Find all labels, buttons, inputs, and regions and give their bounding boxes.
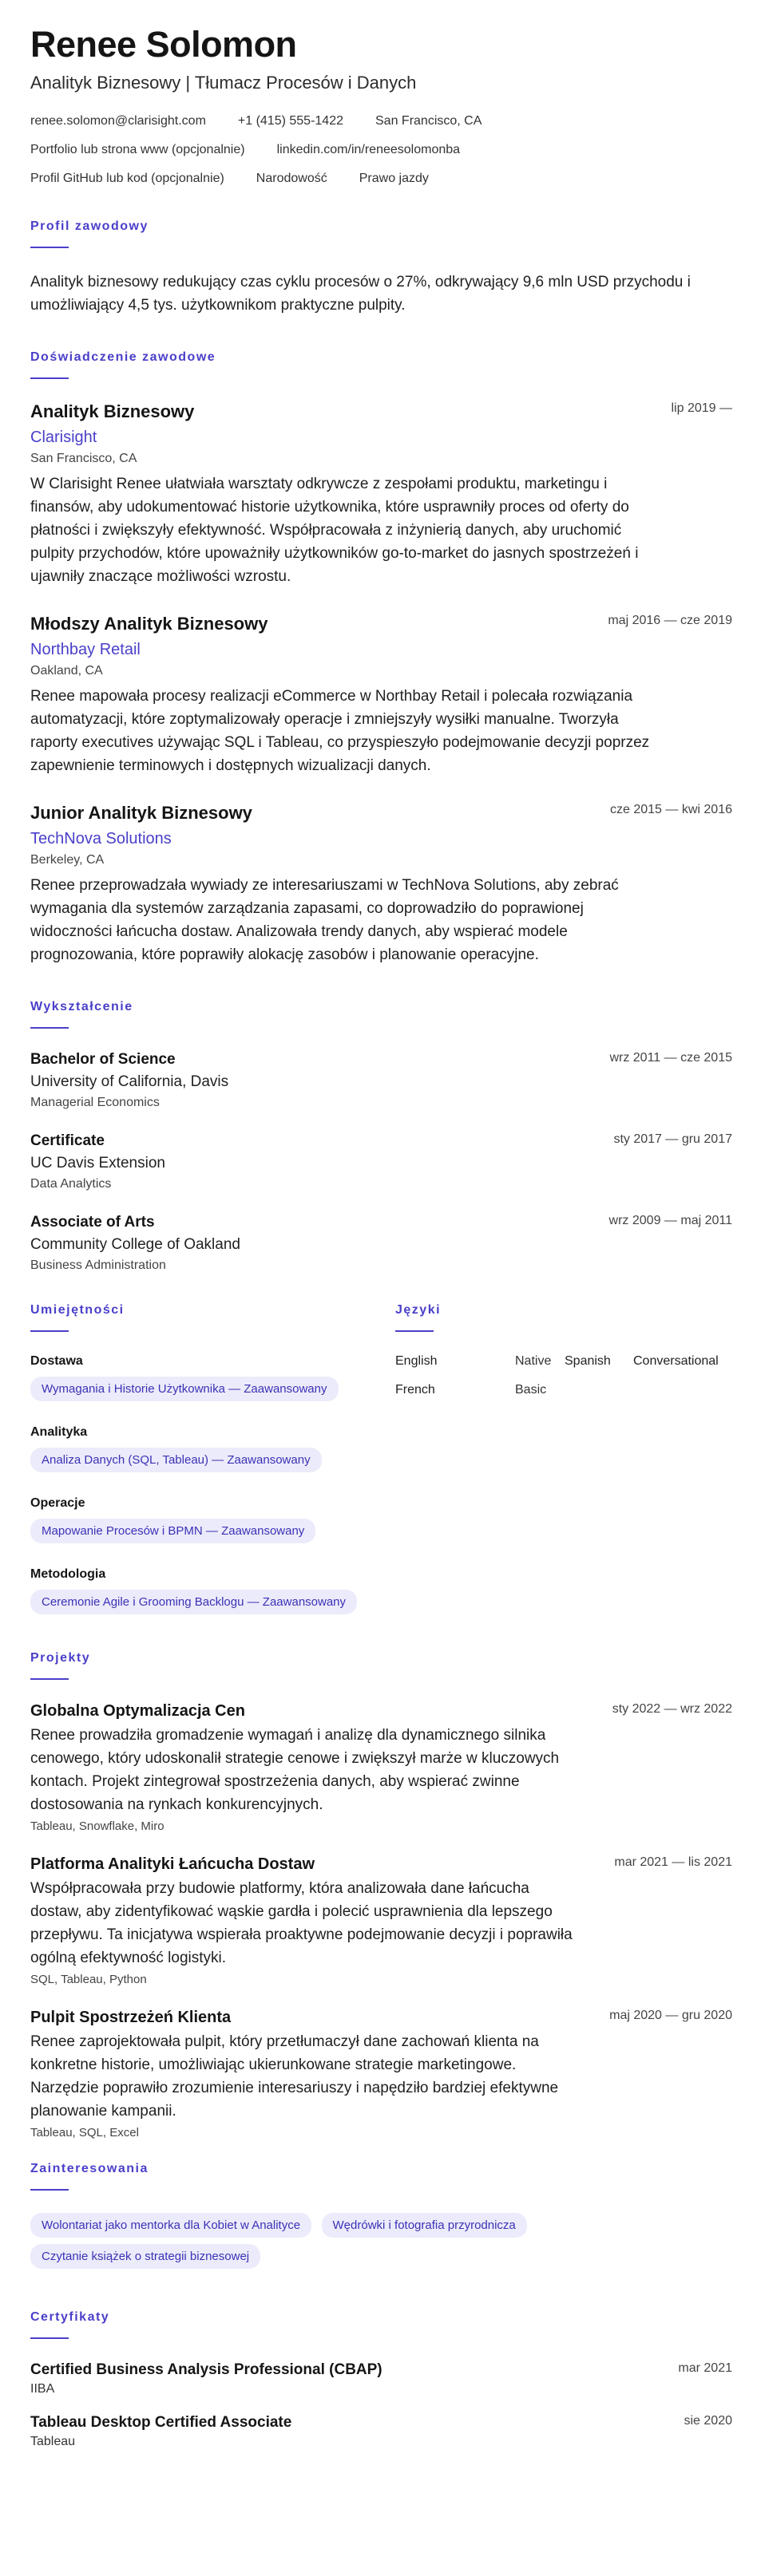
section-heading: Projekty (30, 1651, 91, 1665)
education-degree: Bachelor of Science (30, 1051, 176, 1069)
project-date: maj 2020 — gru 2020 (609, 2009, 732, 2023)
education-date: wrz 2011 — cze 2015 (609, 1051, 732, 1065)
education-date: sty 2017 — gru 2017 (613, 1132, 732, 1147)
project-description: Renee zaprojektowała pulpit, który przetłumaczył dane zachowań klienta na konkretne historie, umożliwiając ukierunkowane strategie marketingowe. Narzędzie poprawiło zrozumienie interesariuszy i napędziło bardziej efektywne planowanie kampanii. (30, 2033, 559, 2120)
education-school: Community College of Oakland (30, 1236, 240, 1254)
job-description: W Clarisight Renee ułatwiała warsztaty odkrywcze z zespołami produktu, marketingu i finansów, aby udokumentować historie użytkownika, które usprawniły proces od oferty do płatności i zwiększyły efektywność. Współpracowała z inżynierią danych, aby uruchomić pulpity przychodów, które upoważniły użytkowników go-to-market do jasnych spostrzeżeń i ujawniły znaczące możliwości wzrostu. (30, 476, 639, 586)
project-tech: SQL, Tableau, Python (30, 1973, 147, 1987)
skill-group (30, 1425, 395, 1479)
project-date: mar 2021 — lis 2021 (614, 1855, 732, 1870)
project-description: Współpracowała przy budowie platformy, która analizowała dane łańcucha dostaw, aby zidentyfikować wąskie gardła i polecić usprawnienia dla lepszego przepływu. Ta inicjatywa wspierała proaktywne podejmowanie decyzji i poprawiła ogólną efektywność logistyki. (30, 1880, 573, 1967)
profile-summary: Analityk biznesowy redukujący czas cyklu procesów o 27%, odkrywający 9,6 mln USD przychodu i umożliwiający 4,5 tys. użytkownikom praktyczne pulpity. (30, 274, 691, 314)
profile-section (30, 219, 732, 317)
candidate-name: Renee Solomon (30, 24, 297, 65)
project-tech: Tableau, SQL, Excel (30, 2126, 139, 2140)
job-title: Analityk Biznesowy (30, 401, 195, 422)
certificate-name: Tableau Desktop Certified Associate (30, 2414, 292, 2432)
job-description: Renee mapowała procesy realizacji eCommerce w Northbay Retail i polecała rozwiązania automatyzacji, które zoptymalizowały operacje i zmniejszyły wysiłki manualne. Tworzyła raporty executives używając SQL i Tableau, co przyspieszyło podejmowanie decyzji poprzez zapewnienie terminowych i dostępnych wizualizacji danych. (30, 688, 650, 775)
job-company: Northbay Retail (30, 641, 141, 659)
certificates-section (30, 2310, 732, 2449)
language-name: French (395, 1383, 435, 1397)
interests-section (30, 2162, 732, 2275)
education-entry (30, 1051, 732, 1110)
skills-section (30, 1303, 395, 1638)
contact-row-1 (30, 114, 732, 128)
job-title: Młodszy Analityk Biznesowy (30, 614, 268, 634)
job-entry (30, 614, 732, 777)
location-text: San Francisco, CA (375, 114, 482, 128)
certificate-issuer: IIBA (30, 2382, 55, 2396)
skill-category: Dostawa (30, 1354, 83, 1369)
section-divider (30, 2337, 69, 2339)
project-title: Pulpit Spostrzeżeń Klienta (30, 2009, 232, 2027)
section-heading: Certyfikaty (30, 2310, 110, 2325)
languages-section (395, 1303, 732, 1638)
education-entry (30, 1132, 732, 1191)
education-section (30, 1000, 732, 1273)
job-company: Clarisight (30, 429, 97, 447)
skill-pill: Ceremonie Agile i Grooming Backlogu — Zaawansowany (30, 1590, 357, 1614)
email-link[interactable]: renee.solomon@clarisight.com (30, 114, 206, 128)
linkedin-link[interactable]: linkedin.com/in/reneesolomonba (276, 143, 461, 157)
job-company: TechNova Solutions (30, 830, 172, 848)
skill-group (30, 1567, 395, 1621)
contact-row-2 (30, 143, 732, 157)
job-location: Oakland, CA (30, 664, 103, 678)
skill-category: Analityka (30, 1425, 88, 1440)
job-description: Renee przeprowadzała wywiady ze interesariuszami w TechNova Solutions, aby zebrać wymagania dla systemów zarządzania zapasami, co doprowadziło do poprawionej widoczności łańcucha dostaw. Analizowała trendy danych, aby wspierać modele prognozowania, które poprawiły alokację zasobów i planowanie operacyjne. (30, 877, 619, 964)
certificate-date: sie 2020 (684, 2414, 732, 2428)
education-school: University of California, Davis (30, 1073, 229, 1091)
section-divider (30, 377, 69, 379)
section-divider (30, 1678, 69, 1680)
section-divider (395, 1330, 434, 1332)
education-date: wrz 2009 — maj 2011 (608, 1214, 732, 1228)
job-date: lip 2019 — (671, 401, 732, 416)
job-location: Berkeley, CA (30, 853, 105, 867)
section-divider (30, 1330, 69, 1332)
language-level: Native (515, 1354, 552, 1369)
interest-pill: Wędrówki i fotografia przyrodnicza (322, 2213, 527, 2238)
education-field: Managerial Economics (30, 1096, 160, 1110)
skill-category: Operacje (30, 1496, 85, 1511)
portfolio-link[interactable]: Portfolio lub strona www (opcjonalnie) (30, 143, 245, 157)
certificate-date: mar 2021 (678, 2361, 732, 2376)
project-entry (30, 2009, 732, 2139)
experience-section (30, 350, 732, 966)
language-level: Conversational (633, 1354, 719, 1369)
skill-category: Metodologia (30, 1567, 106, 1582)
certificate-name: Certified Business Analysis Professional (CBAP) (30, 2361, 382, 2379)
section-heading: Języki (395, 1303, 442, 1318)
phone-link[interactable]: +1 (415) 555-1422 (237, 114, 343, 128)
project-tech: Tableau, Snowflake, Miro (30, 1819, 164, 1834)
education-degree: Certificate (30, 1132, 105, 1150)
education-school: UC Davis Extension (30, 1155, 165, 1172)
section-divider (30, 1027, 69, 1029)
project-entry (30, 1702, 732, 1833)
language-row (395, 1383, 732, 1397)
section-heading: Doświadczenie zawodowe (30, 350, 216, 365)
job-date: maj 2016 — cze 2019 (608, 614, 732, 628)
license-text: Prawo jazdy (359, 172, 429, 186)
language-row (395, 1354, 732, 1369)
project-description: Renee prowadziła gromadzenie wymagań i analizę dla dynamicznego silnika cenowego, który udoskonalił strategie cenowe i zwiększył marże w kluczowych kontach. Projekt zintegrował spostrzeżenia danych, aby wspierać zwinne dostosowania na rynkach konkurencyjnych. (30, 1727, 560, 1814)
project-date: sty 2022 — wrz 2022 (612, 1702, 732, 1717)
certificate-issuer: Tableau (30, 2435, 76, 2449)
job-title: Junior Analityk Biznesowy (30, 803, 252, 824)
section-heading: Wykształcenie (30, 1000, 133, 1014)
github-link[interactable]: Profil GitHub lub kod (opcjonalnie) (30, 172, 224, 186)
education-field: Business Administration (30, 1258, 166, 1273)
interest-pill: Czytanie książek o strategii biznesowej (30, 2244, 260, 2269)
education-degree: Associate of Arts (30, 1214, 155, 1231)
contact-row-3 (30, 172, 732, 186)
skills-languages-row (30, 1303, 732, 1638)
job-entry (30, 401, 732, 588)
interest-pill: Wolontariat jako mentorka dla Kobiet w Analityce (30, 2213, 311, 2238)
candidate-title: Analityk Biznesowy | Tłumacz Procesów i Danych (30, 73, 417, 93)
certificate-entry (30, 2361, 732, 2396)
job-location: San Francisco, CA (30, 452, 137, 466)
job-entry (30, 803, 732, 966)
projects-section (30, 1651, 732, 2139)
certificate-entry (30, 2414, 732, 2449)
education-field: Data Analytics (30, 1177, 112, 1191)
skill-group (30, 1496, 395, 1550)
nationality-text: Narodowość (256, 172, 327, 186)
education-entry (30, 1214, 732, 1273)
job-date: cze 2015 — kwi 2016 (610, 803, 732, 817)
skill-pill: Analiza Danych (SQL, Tableau) — Zaawansowany (30, 1448, 322, 1472)
project-entry (30, 1855, 732, 1986)
language-name: Spanish (565, 1354, 611, 1369)
section-heading: Profil zawodowy (30, 219, 149, 234)
skill-pill: Mapowanie Procesów i BPMN — Zaawansowany (30, 1519, 315, 1543)
skill-pill: Wymagania i Historie Użytkownika — Zaawansowany (30, 1377, 339, 1401)
section-heading: Zainteresowania (30, 2162, 149, 2176)
project-title: Globalna Optymalizacja Cen (30, 1702, 245, 1721)
section-divider (30, 2189, 69, 2191)
interests-list (30, 2213, 605, 2275)
language-level: Basic (515, 1383, 547, 1397)
section-heading: Umiejętności (30, 1303, 125, 1318)
language-name: English (395, 1354, 438, 1369)
section-divider (30, 247, 69, 248)
skill-group (30, 1354, 395, 1408)
project-title: Platforma Analityki Łańcucha Dostaw (30, 1855, 315, 1874)
